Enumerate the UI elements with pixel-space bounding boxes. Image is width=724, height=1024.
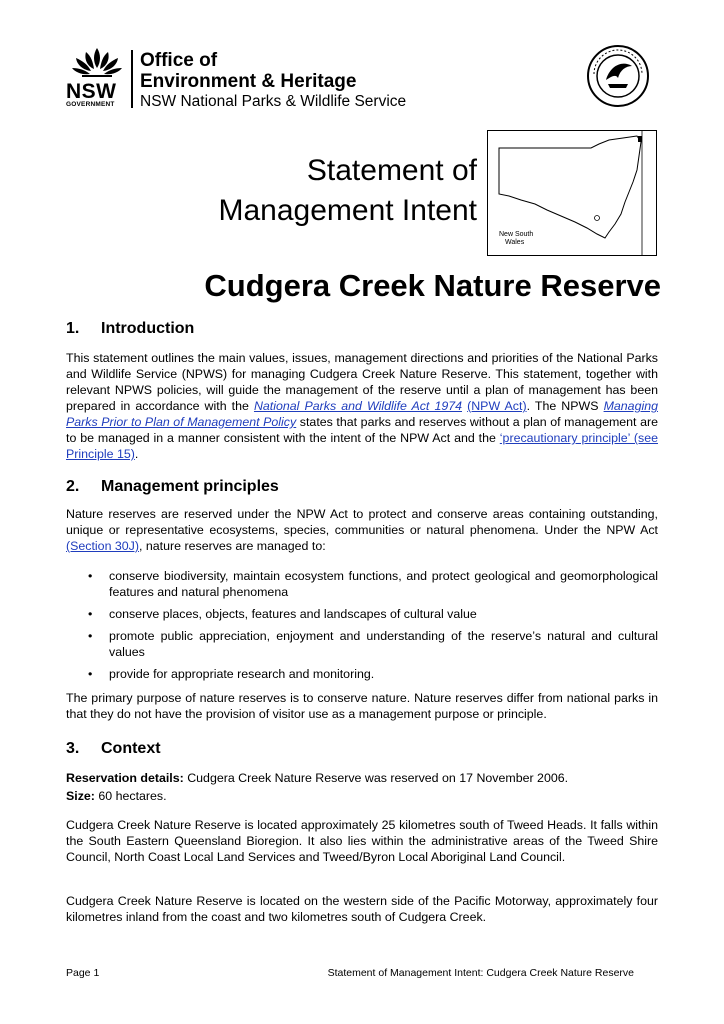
waratah-logo-icon bbox=[70, 46, 124, 80]
text-run: , nature reserves are managed to: bbox=[139, 539, 326, 553]
list-item bbox=[66, 606, 658, 622]
section-30j-link[interactable]: (Section 30J) bbox=[66, 539, 140, 553]
nsw-location-map bbox=[487, 130, 657, 256]
text-run: states that parks and reserves without a plan of management are to be managed in a manner consistent with the intent of the NPW Act and the bbox=[66, 415, 658, 445]
text-run: Nature reserves are reserved under the NPW Act to protect and conserve areas containing outstanding, unique or representative ecosystems, species, communities or natural phenomena. Under the NPW Act bbox=[66, 507, 658, 537]
list-item bbox=[66, 666, 658, 682]
logo-divider bbox=[131, 50, 133, 108]
section-number: 2. bbox=[66, 478, 80, 495]
map-label-line-2: Wales bbox=[505, 239, 525, 246]
list-item-text: conserve biodiversity, maintain ecosystem functions, and protect geological and geomorphological features and natural phenomena bbox=[109, 569, 658, 599]
npws-seal-icon bbox=[586, 44, 650, 108]
list-item-text: promote public appreciation, enjoyment and understanding of the reserve’s natural and cultural values bbox=[109, 629, 658, 659]
oeh-line-1: Office of bbox=[140, 50, 218, 71]
text-run: This statement outlines the main values, issues, management directions and priorities of the National Parks and Wildlife Service (NPWS) for managing Cudgera Creek Nature Reserve. This statement, together with relevant NPWS policies, will guide the management of the reserve until a plan of management has been prepared in accordance with the bbox=[66, 351, 658, 413]
section-1-heading bbox=[66, 319, 194, 339]
section-3-heading bbox=[66, 739, 161, 759]
section-number: 3. bbox=[66, 740, 80, 757]
section-number: 1. bbox=[66, 320, 80, 337]
section-title: Introduction bbox=[101, 320, 195, 337]
bullet-icon: • bbox=[88, 629, 93, 643]
footer-document-title: Statement of Management Intent: Cudgera Creek Nature Reserve bbox=[327, 967, 634, 979]
size-value: 60 hectares. bbox=[94, 789, 167, 803]
reservation-details bbox=[66, 770, 658, 786]
npw-act-abbrev-link[interactable]: (NPW Act) bbox=[467, 399, 527, 413]
section-2-heading bbox=[66, 477, 279, 497]
oeh-line-2: Environment & Heritage bbox=[140, 71, 357, 92]
intro-paragraph bbox=[66, 350, 658, 462]
oeh-line-3: NSW National Parks & Wildlife Service bbox=[140, 93, 407, 110]
size-details bbox=[66, 788, 658, 804]
reservation-label: Reservation details: bbox=[66, 771, 184, 785]
location-paragraph: Cudgera Creek Nature Reserve is located approximately 25 kilometres south of Tweed Heads. It falls within the South Eastern Queensland Bioregion. It also lies within the administrative areas of the Tweed Shire Council, North Coast Local Land Services and Tweed/Byron Local Aboriginal Land Council. bbox=[66, 818, 658, 864]
bullet-icon: • bbox=[88, 569, 93, 583]
map-label-line-1: New South bbox=[499, 231, 534, 238]
list-item bbox=[66, 628, 658, 660]
nsw-wordmark: NSW bbox=[66, 80, 117, 103]
list-item-text: provide for appropriate research and monitoring. bbox=[109, 667, 375, 681]
nsw-government-label: GOVERNMENT bbox=[66, 101, 115, 108]
statement-title-line-1: Statement of bbox=[306, 154, 477, 187]
npw-act-link[interactable]: National Parks and Wildlife Act 1974 bbox=[253, 399, 463, 413]
page-number: Page 1 bbox=[66, 967, 100, 979]
section-title: Context bbox=[101, 740, 161, 757]
statement-title-line-2: Management Intent bbox=[218, 194, 477, 227]
text-run: . bbox=[134, 447, 139, 461]
primary-purpose-paragraph: The primary purpose of nature reserves is to conserve nature. Nature reserves differ from national parks in that they do not have the provision of visitor use as a management purpose or principle. bbox=[66, 691, 658, 721]
bullet-icon: • bbox=[88, 667, 93, 681]
reservation-value: Cudgera Creek Nature Reserve was reserved on 17 November 2006. bbox=[183, 771, 569, 785]
list-item bbox=[66, 568, 658, 600]
motorway-paragraph: Cudgera Creek Nature Reserve is located on the western side of the Pacific Motorway, approximately four kilometres inland from the coast and two kilometres south of Cudgera Creek. bbox=[66, 894, 658, 924]
bullet-icon: • bbox=[88, 607, 93, 621]
reserve-title: Cudgera Creek Nature Reserve bbox=[204, 268, 661, 303]
list-item-text: conserve places, objects, features and landscapes of cultural value bbox=[109, 607, 477, 621]
principles-list bbox=[66, 568, 658, 688]
managing-parks-policy-link[interactable]: Managing Parks Prior to Plan of Management Policy bbox=[66, 399, 658, 429]
section-title: Management principles bbox=[101, 478, 279, 495]
precautionary-principle-link[interactable]: ‘precautionary principle’ (see Principle 15) bbox=[66, 431, 658, 461]
text-run: . The NPWS bbox=[526, 399, 604, 413]
size-label: Size: bbox=[66, 789, 95, 803]
principles-paragraph bbox=[66, 506, 658, 554]
